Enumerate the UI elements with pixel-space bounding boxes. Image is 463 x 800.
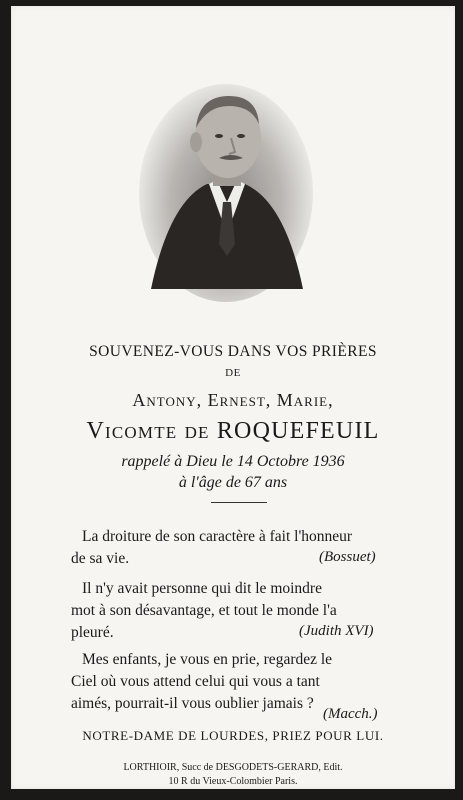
divider (211, 502, 267, 503)
quote-source: (Bossuet) (319, 549, 376, 565)
age-at-death: à l'âge de 67 ans (178, 474, 288, 491)
death-date: rappelé à Dieu le 14 Octobre 1936 (121, 453, 345, 470)
quote-line: aimés, pourrait-il vous oublier jamais ? (71, 695, 314, 712)
quote-line: Mes enfants, je vous en prie, regardez le (82, 651, 333, 668)
portrait-photo (139, 84, 313, 302)
quote-line: Il n'y avait personne qui dit le moindre (82, 580, 322, 597)
publisher-address: 10 R du Vieux-Colombier Paris. (168, 776, 298, 787)
prayer-heading: SOUVENEZ-VOUS DANS VOS PRIÈRES (89, 343, 377, 360)
quote-line: mot à son désavantage, et tout le monde l'a (71, 602, 337, 619)
deceased-title: Vicomte de ROQUEFEUIL (86, 418, 380, 444)
de-label: DE (225, 367, 241, 379)
closing-prayer: NOTRE-DAME DE LOURDES, PRIEZ POUR LUI. (82, 728, 384, 743)
publisher-line: LORTHIOIR, Succ de DESGODETS-GERARD, Edit. (123, 762, 343, 773)
quote-source: (Judith XVI) (299, 623, 374, 639)
quote-line: La droiture de son caractère à fait l'honneur (82, 528, 353, 545)
quote-line: Ciel où vous attend celui qui vous a tant (71, 673, 320, 690)
quote-line: de sa vie. (71, 550, 130, 567)
memorial-card (11, 6, 455, 789)
given-names: Antony, Ernest, Marie, (132, 390, 334, 410)
quote-source: (Macch.) (323, 706, 378, 722)
quote-line: pleuré. (71, 624, 114, 641)
